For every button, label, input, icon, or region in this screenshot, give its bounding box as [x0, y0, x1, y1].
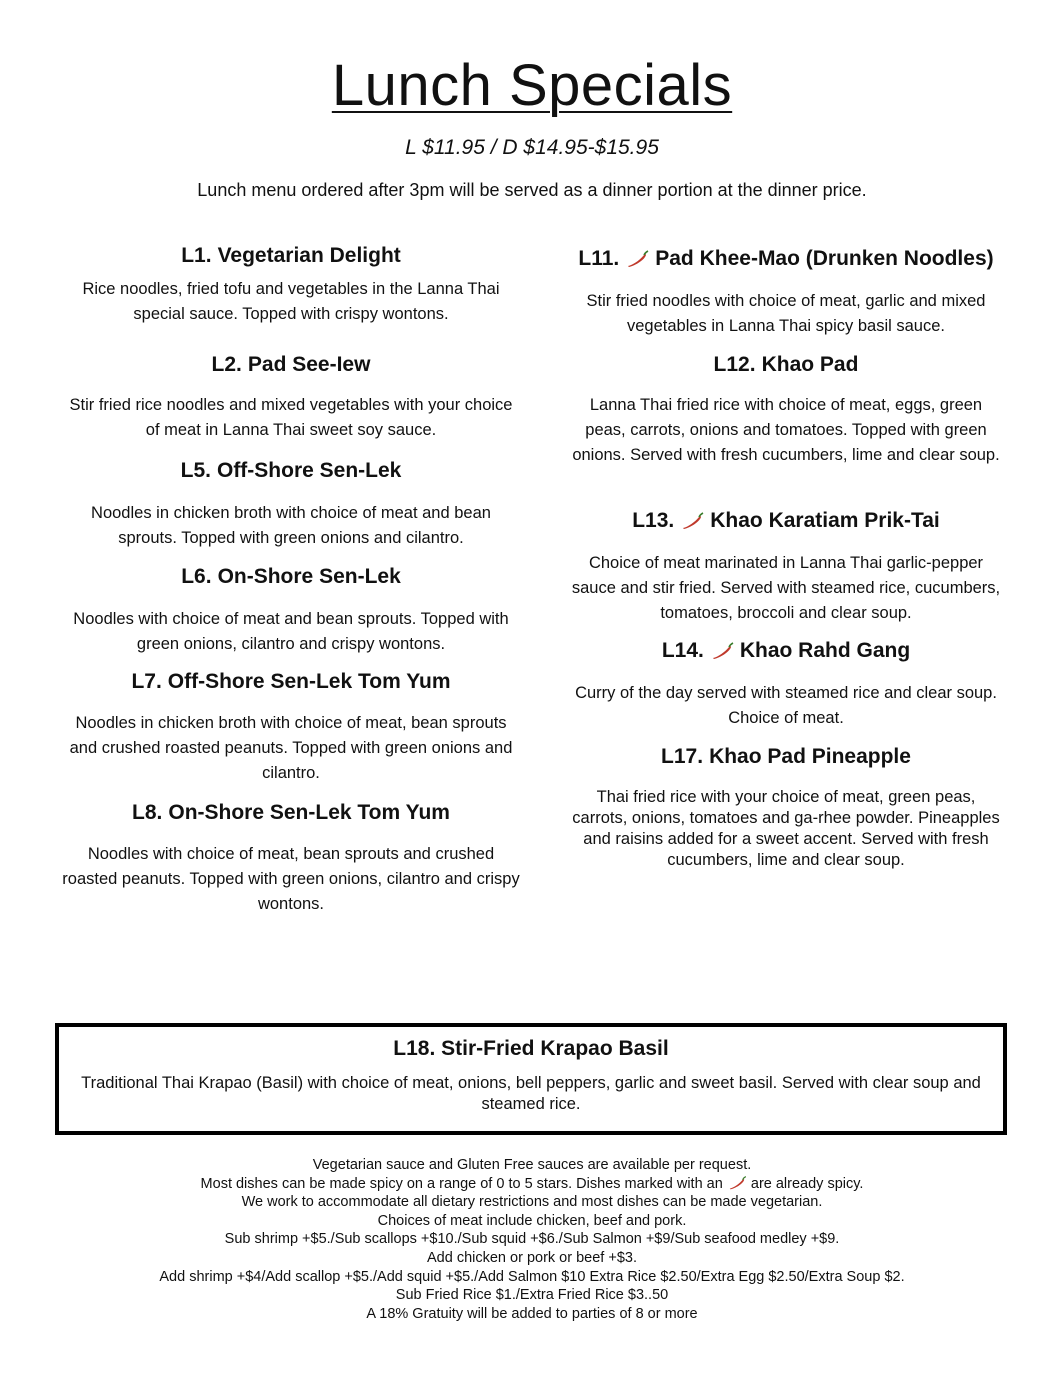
- footer-line: Sub Fried Rice $1./Extra Fried Rice $3..50: [395, 1287, 669, 1304]
- menu-item-description: Noodles with choice of meat and bean sprouts. Topped with green onions, cilantro and crispy wontons.: [73, 610, 509, 653]
- footer-line-spicy: Most dishes can be made spicy on a range of 0 to 5 stars. Dishes marked with an are already spicy.: [200, 1175, 864, 1192]
- menu-item-l1: [62, 243, 520, 327]
- price-line: L $11.95 / D $14.95-$15.95: [405, 136, 659, 159]
- chili-pepper-icon: [680, 511, 704, 531]
- menu-item-description: Noodles with choice of meat, bean sprouts and crushed roasted peanuts. Topped with green onions, cilantro and crispy wontons.: [62, 845, 520, 913]
- dinner-portion-notice: Lunch menu ordered after 3pm will be served as a dinner portion at the dinner price.: [197, 180, 867, 200]
- menu-item-title: L1. Vegetarian Delight: [181, 244, 401, 267]
- menu-item-title: L11. Pad Khee-Mao (Drunken Noodles): [578, 247, 994, 270]
- menu-item-l6: [62, 564, 520, 657]
- menu-item-title: L6. On-Shore Sen-Lek: [181, 565, 401, 588]
- menu-item-title: L8. On-Shore Sen-Lek Tom Yum: [132, 801, 450, 824]
- menu-item-description: Noodles in chicken broth with choice of meat, bean sprouts and crushed roasted peanuts. Topped with green onions and cilantro.: [69, 714, 513, 782]
- footer-line: Choices of meat include chicken, beef and pork.: [377, 1212, 687, 1229]
- footer-line: Add chicken or pork or beef +$3.: [427, 1249, 637, 1266]
- chili-pepper-icon: [710, 641, 734, 661]
- footer-line: Sub shrimp +$5./Sub scallops +$10./Sub squid +$6./Sub Salmon +$9/Sub seafood medley +$9.: [224, 1231, 840, 1248]
- featured-item-box: [55, 1023, 1007, 1135]
- featured-item-description: Traditional Thai Krapao (Basil) with choice of meat, onions, bell peppers, garlic and sweet basil. Served with clear soup and steamed rice.: [81, 1074, 981, 1113]
- menu-item-l7: [62, 669, 520, 786]
- menu-item-title: L12. Khao Pad: [713, 353, 859, 376]
- menu-item-description: Rice noodles, fried tofu and vegetables in the Lanna Thai special sauce. Topped with crispy wontons.: [82, 280, 500, 323]
- menu-item-l2: [62, 352, 520, 443]
- menu-item-l14: [568, 638, 1004, 731]
- menu-item-l13: [568, 508, 1004, 626]
- menu-item-description: Noodles in chicken broth with choice of meat and bean sprouts. Topped with green onions and cilantro.: [91, 504, 491, 547]
- featured-item-title: L18. Stir-Fried Krapao Basil: [393, 1037, 669, 1060]
- menu-item-title: L13. Khao Karatiam Prik-Tai: [632, 509, 940, 532]
- menu-item-description: Stir fried rice noodles and mixed vegetables with your choice of meat in Lanna Thai sweet soy sauce.: [69, 396, 513, 439]
- menu-item-description: Stir fried noodles with choice of meat, garlic and mixed vegetables in Lanna Thai spicy basil sauce.: [586, 292, 986, 335]
- footer-line: We work to accommodate all dietary restrictions and most dishes can be made vegetarian.: [241, 1194, 823, 1211]
- chili-pepper-icon: [625, 249, 649, 269]
- menu-item-title: L17. Khao Pad Pineapple: [661, 745, 911, 768]
- menu-item-description: Curry of the day served with steamed rice and clear soup. Choice of meat.: [575, 684, 997, 727]
- menu-item-description: Lanna Thai fried rice with choice of meat, eggs, green peas, carrots, onions and tomatoes. Topped with green onions. Served with fresh cucumbers, lime and clear soup.: [572, 396, 1000, 464]
- menu-item-l8: [62, 800, 520, 917]
- menu-item-title: L7. Off-Shore Sen-Lek Tom Yum: [131, 670, 451, 693]
- page-title: Lunch Specials: [331, 53, 733, 118]
- menu-item-description: Thai fried rice with your choice of meat, green peas, carrots, onions, tomatoes and ga-rhee powder. Pineapples and raisins added for a sweet accent. Served with fresh cucumbers, lime and clear soup.: [572, 788, 1000, 869]
- footer-line: Add shrimp +$4/Add scallop +$5./Add squid +$5./Add Salmon $10 Extra Rice $2.50/Extra Egg $2.50/Extra Soup $2.: [159, 1268, 905, 1285]
- menu-item-l12: [568, 352, 1004, 468]
- menu-item-l11: [568, 246, 1004, 339]
- menu-item-l17: [568, 744, 1004, 871]
- menu-item-l5: [62, 458, 520, 551]
- footer-line: A 18% Gratuity will be added to parties of 8 or more: [366, 1305, 698, 1322]
- menu-item-description: Choice of meat marinated in Lanna Thai garlic-pepper sauce and stir fried. Served with steamed rice, cucumbers, tomatoes, broccoli and clear soup.: [571, 554, 1001, 622]
- menu-item-title: L14. Khao Rahd Gang: [661, 639, 911, 662]
- footer-line: Vegetarian sauce and Gluten Free sauces are available per request.: [312, 1157, 752, 1173]
- chili-pepper-icon: [727, 1175, 747, 1191]
- menu-item-title: L2. Pad See-Iew: [211, 353, 371, 376]
- footer-notes: [0, 1156, 1064, 1323]
- menu-item-title: L5. Off-Shore Sen-Lek: [180, 459, 402, 482]
